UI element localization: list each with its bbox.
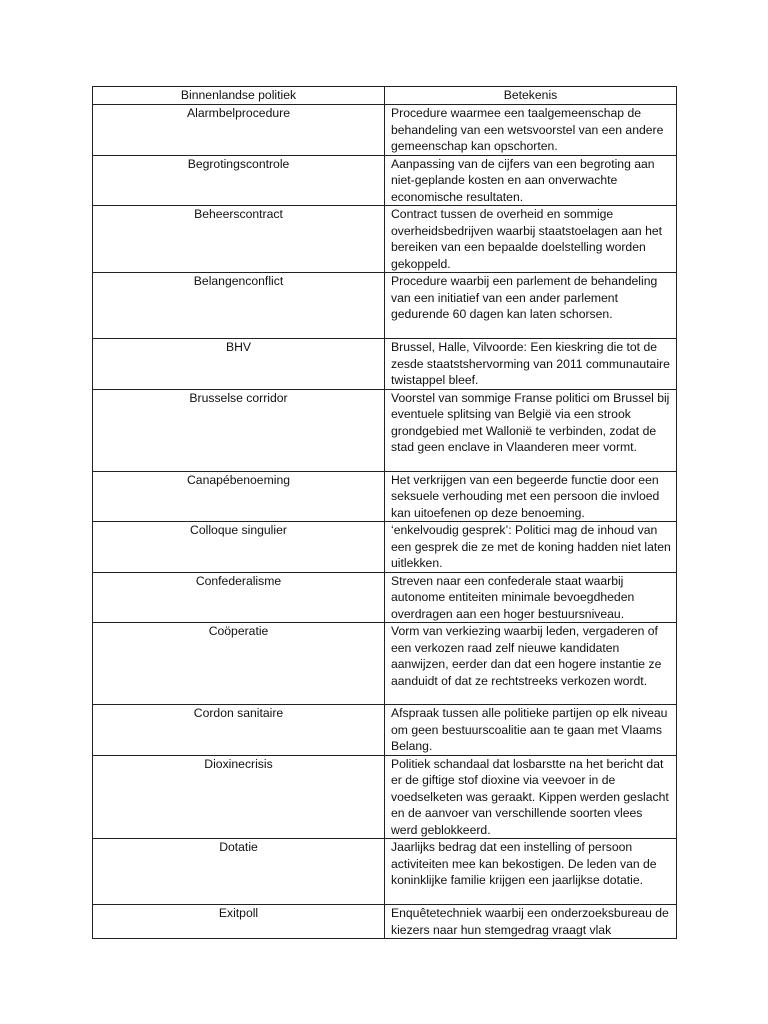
term-cell: Dotatie [93, 839, 385, 905]
term-cell: Begrotingscontrole [93, 155, 385, 206]
glossary-table [92, 86, 677, 939]
definition-cell: Het verkrijgen van een begeerde functie door een seksuele verhouding met een persoon die invloed kan uitoefenen op deze benoeming. [385, 471, 677, 522]
header-definition: Betekenis [385, 87, 677, 105]
term-cell: Cordon sanitaire [93, 705, 385, 756]
table-row [93, 755, 677, 839]
term-cell: Brusselse corridor [93, 389, 385, 471]
term-cell: Canapébenoeming [93, 471, 385, 522]
table-row [93, 206, 677, 273]
term-cell: Alarmbelprocedure [93, 105, 385, 156]
table-row [93, 105, 677, 156]
term-cell: BHV [93, 339, 385, 390]
term-cell: Colloque singulier [93, 522, 385, 573]
table-header-row [93, 87, 677, 105]
term-cell: Beheerscontract [93, 206, 385, 273]
table-row [93, 522, 677, 573]
definition-cell: Enquêtetechniek waarbij een onderzoeksbureau de kiezers naar hun stemgedrag vraagt vlak [385, 905, 677, 939]
header-term: Binnenlandse politiek [93, 87, 385, 105]
definition-cell: Contract tussen de overheid en sommige overheidsbedrijven waarbij staatstoelagen aan het bereiken van een bepaalde doelstelling worden gekoppeld. [385, 206, 677, 273]
table-row [93, 471, 677, 522]
table-row [93, 572, 677, 623]
definition-cell: Voorstel van sommige Franse politici om Brussel bij eventuele splitsing van België via een strook grondgebied met Wallonië te verbinden, zodat de stad geen enclave in Vlaanderen meer vormt. [385, 389, 677, 471]
definition-cell: Procedure waarmee een taalgemeenschap de behandeling van een wetsvoorstel van een andere gemeenschap kan opschorten. [385, 105, 677, 156]
definition-cell: Procedure waarbij een parlement de behandeling van een initiatief van een ander parlement gedurende 60 dagen kan laten schorsen. [385, 273, 677, 339]
definition-cell: Aanpassing van de cijfers van een begroting aan niet-geplande kosten en aan onverwachte economische resultaten. [385, 155, 677, 206]
term-cell: Confederalisme [93, 572, 385, 623]
definition-cell: Vorm van verkiezing waarbij leden, vergaderen of een verkozen raad zelf nieuwe kandidaten aanwijzen, eerder dan dat een hogere instantie ze aanduidt of dat ze rechtstreeks verkozen wordt. [385, 623, 677, 705]
term-cell: Dioxinecrisis [93, 755, 385, 839]
definition-cell: ‘enkelvoudig gesprek’: Politici mag de inhoud van een gesprek die ze met de koning hadden niet laten uitlekken. [385, 522, 677, 573]
definition-cell: Streven naar een confederale staat waarbij autonome entiteiten minimale bevoegdheden overdragen aan een hoger bestuursniveau. [385, 572, 677, 623]
term-cell: Exitpoll [93, 905, 385, 939]
term-cell: Coöperatie [93, 623, 385, 705]
definition-cell: Politiek schandaal dat losbarstte na het bericht dat er de giftige stof dioxine via veevoer in de voedselketen was geraakt. Kippen werden geslacht en de aanvoer van verschillende soorten vlees werd geblokkeerd. [385, 755, 677, 839]
definition-cell: Jaarlijks bedrag dat een instelling of persoon activiteiten mee kan bekostigen. De leden van de koninklijke familie krijgen een jaarlijkse dotatie. [385, 839, 677, 905]
definition-cell: Afspraak tussen alle politieke partijen op elk niveau om geen bestuurscoalitie aan te gaan met Vlaams Belang. [385, 705, 677, 756]
term-cell: Belangenconflict [93, 273, 385, 339]
table-row [93, 905, 677, 939]
table-row [93, 273, 677, 339]
table-row [93, 389, 677, 471]
table-row [93, 839, 677, 905]
table-row [93, 155, 677, 206]
table-row [93, 339, 677, 390]
table-row [93, 705, 677, 756]
definition-cell: Brussel, Halle, Vilvoorde: Een kieskring die tot de zesde staatstshervorming van 2011 communautaire twistappel bleef. [385, 339, 677, 390]
table-row [93, 623, 677, 705]
